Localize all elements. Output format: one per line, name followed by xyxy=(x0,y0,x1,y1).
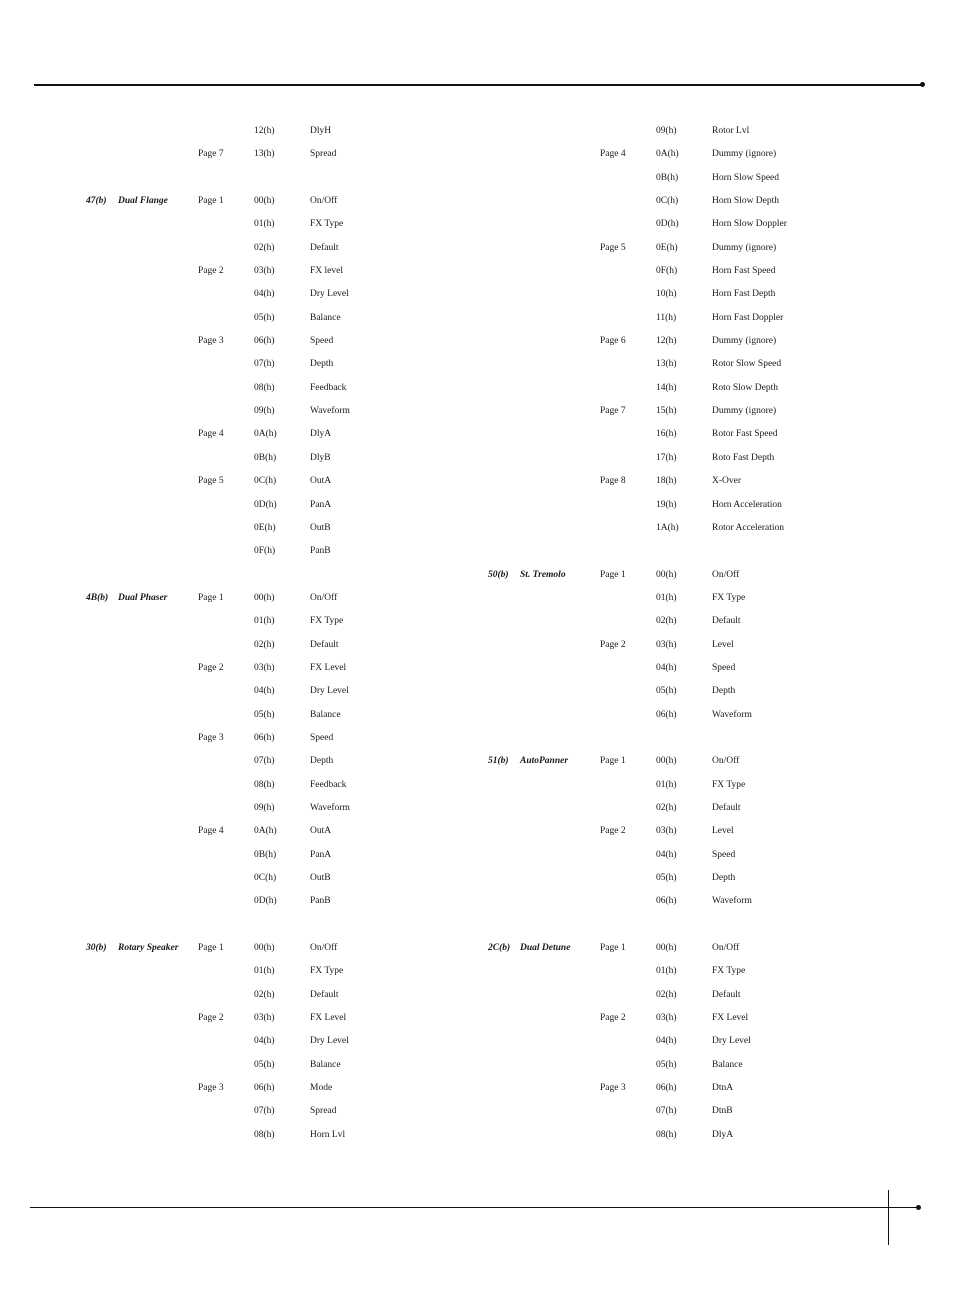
table-row xyxy=(0,423,420,446)
table-row xyxy=(402,120,822,143)
param-address: 00(h) xyxy=(254,196,275,207)
param-name: Roto Fast Depth xyxy=(712,452,775,463)
param-address: 04(h) xyxy=(254,289,275,300)
param-name: OutA xyxy=(310,826,332,837)
param-name: DlyA xyxy=(310,429,332,440)
table-row xyxy=(402,494,822,517)
page-label: Page 3 xyxy=(198,732,224,743)
table-row xyxy=(0,797,420,820)
table-row xyxy=(0,984,420,1007)
param-name: Speed xyxy=(712,849,736,860)
table-row xyxy=(402,774,822,797)
page-label: Page 1 xyxy=(198,943,224,954)
param-address: 05(h) xyxy=(656,873,677,883)
table-row xyxy=(402,984,822,1007)
param-name: Default xyxy=(712,802,741,813)
param-address: 00(h) xyxy=(656,756,677,767)
table-row xyxy=(402,540,822,563)
param-address: 06(h) xyxy=(656,709,677,720)
page-label: Page 1 xyxy=(198,592,224,603)
table-row xyxy=(0,587,420,610)
table-row xyxy=(0,330,420,353)
param-name: Balance xyxy=(310,312,341,323)
param-name: On/Off xyxy=(310,196,338,207)
page-label: Page 4 xyxy=(600,149,626,160)
effect-name: AutoPanner xyxy=(520,756,569,767)
param-name: OutA xyxy=(310,476,332,487)
param-name: Balance xyxy=(310,1059,341,1070)
param-address: 0A(h) xyxy=(656,149,679,160)
param-name: DlyB xyxy=(310,452,331,463)
table-row xyxy=(402,587,822,610)
table-row xyxy=(402,330,822,353)
param-address: 06(h) xyxy=(254,336,275,347)
param-name: Rotor Acceleration xyxy=(712,522,785,533)
param-name: PanA xyxy=(310,849,332,860)
param-address: 08(h) xyxy=(254,779,275,790)
param-address: 0F(h) xyxy=(254,546,276,557)
table-row xyxy=(402,423,822,446)
bottom-rule-dot xyxy=(916,1205,921,1210)
table-row xyxy=(402,820,822,843)
param-address: 00(h) xyxy=(656,943,677,954)
param-name: Depth xyxy=(712,873,736,883)
param-address: 08(h) xyxy=(254,1129,275,1140)
table-row xyxy=(0,237,420,260)
param-address: 06(h) xyxy=(656,1083,677,1094)
effect-code: 30(b) xyxy=(86,943,107,954)
param-address: 0F(h) xyxy=(656,266,678,277)
effect-code: 50(b) xyxy=(488,569,509,580)
page-label: Page 2 xyxy=(600,826,626,837)
effect-name: Dual Detune xyxy=(520,943,571,954)
param-name: Depth xyxy=(310,359,334,370)
table-row xyxy=(402,657,822,680)
table-row xyxy=(402,937,822,960)
table-row xyxy=(0,260,420,283)
table-row xyxy=(402,797,822,820)
table-row xyxy=(0,167,420,190)
table-row xyxy=(0,120,420,143)
param-address: 01(h) xyxy=(656,592,677,603)
table-row xyxy=(0,774,420,797)
param-address: 0C(h) xyxy=(656,196,679,207)
param-address: 05(h) xyxy=(656,1059,677,1070)
table-row xyxy=(402,353,822,376)
param-address: 00(h) xyxy=(254,592,275,603)
param-address: 05(h) xyxy=(254,312,275,323)
page-label: Page 5 xyxy=(198,476,224,487)
table-row xyxy=(402,1100,822,1123)
param-address: 18(h) xyxy=(656,476,677,487)
param-address: 03(h) xyxy=(254,662,275,673)
param-name: DlyH xyxy=(310,126,332,136)
table-row xyxy=(402,610,822,633)
param-address: 03(h) xyxy=(254,1013,275,1024)
table-row xyxy=(402,914,822,937)
param-address: 02(h) xyxy=(254,639,275,650)
table-row xyxy=(0,353,420,376)
param-name: Rotor Slow Speed xyxy=(712,359,782,370)
table-row xyxy=(0,1124,420,1147)
param-address: 07(h) xyxy=(656,1106,677,1117)
param-name: Depth xyxy=(712,686,736,697)
param-name: Horn Slow Speed xyxy=(712,172,780,183)
param-address: 12(h) xyxy=(656,336,677,347)
table-row xyxy=(402,517,822,540)
param-name: Speed xyxy=(310,336,334,347)
table-row xyxy=(402,237,822,260)
param-name: Default xyxy=(310,989,339,1000)
table-row xyxy=(402,1007,822,1030)
param-address: 05(h) xyxy=(254,1059,275,1070)
effect-code: 2C(b) xyxy=(488,943,511,954)
param-name: Horn Fast Speed xyxy=(712,266,776,277)
param-address: 01(h) xyxy=(656,779,677,790)
param-address: 06(h) xyxy=(254,732,275,743)
param-address: 02(h) xyxy=(656,616,677,627)
param-name: Dry Level xyxy=(712,1036,751,1047)
param-name: FX Type xyxy=(310,966,344,977)
param-name: Horn Fast Doppler xyxy=(712,312,784,323)
param-address: 1A(h) xyxy=(656,522,679,533)
table-row xyxy=(0,540,420,563)
table-row xyxy=(0,190,420,213)
table-row xyxy=(0,517,420,540)
param-name: Dummy (ignore) xyxy=(712,242,777,253)
effect-name: Rotary Speaker xyxy=(118,943,179,954)
effect-name: Dual Flange xyxy=(118,196,168,207)
param-address: 16(h) xyxy=(656,429,677,440)
param-address: 0D(h) xyxy=(254,896,277,907)
param-address: 09(h) xyxy=(656,126,677,136)
param-address: 03(h) xyxy=(656,826,677,837)
page-label: Page 1 xyxy=(600,569,626,580)
param-name: DlyA xyxy=(712,1129,734,1140)
page-label: Page 2 xyxy=(198,266,224,277)
param-name: FX Type xyxy=(712,592,746,603)
param-name: Roto Slow Depth xyxy=(712,382,778,393)
param-address: 02(h) xyxy=(254,989,275,1000)
param-name: Horn Lvl xyxy=(310,1129,346,1140)
param-address: 0A(h) xyxy=(254,429,277,440)
top-rule xyxy=(34,84,922,86)
param-address: 14(h) xyxy=(656,382,677,393)
param-name: OutB xyxy=(310,522,331,533)
param-name: Spread xyxy=(310,149,337,160)
param-address: 0E(h) xyxy=(254,522,276,533)
page-label: Page 3 xyxy=(198,1083,224,1094)
table-row xyxy=(402,704,822,727)
param-address: 02(h) xyxy=(656,989,677,1000)
table-row xyxy=(0,564,420,587)
param-address: 02(h) xyxy=(254,242,275,253)
page-label: Page 6 xyxy=(600,336,626,347)
param-address: 10(h) xyxy=(656,289,677,300)
param-name: Horn Fast Depth xyxy=(712,289,776,300)
table-row xyxy=(402,143,822,166)
param-address: 15(h) xyxy=(656,406,677,417)
param-name: Spread xyxy=(310,1106,337,1117)
table-row xyxy=(402,1124,822,1147)
param-address: 0A(h) xyxy=(254,826,277,837)
page-label: Page 2 xyxy=(198,1013,224,1024)
param-address: 11(h) xyxy=(656,312,677,323)
param-address: 0D(h) xyxy=(656,219,679,230)
table-row xyxy=(402,283,822,306)
table-row xyxy=(0,820,420,843)
top-rule-dot xyxy=(920,82,925,87)
page-label: Page 7 xyxy=(600,406,626,417)
table-row xyxy=(402,213,822,236)
param-name: Dummy (ignore) xyxy=(712,149,777,160)
param-address: 03(h) xyxy=(656,1013,677,1024)
table-row xyxy=(402,844,822,867)
param-name: FX Type xyxy=(310,616,344,627)
param-address: 0B(h) xyxy=(254,849,277,860)
param-address: 00(h) xyxy=(656,569,677,580)
param-name: FX Level xyxy=(310,662,347,673)
table-row xyxy=(0,1100,420,1123)
param-address: 03(h) xyxy=(254,266,275,277)
param-name: Rotor Fast Speed xyxy=(712,429,778,440)
table-row xyxy=(402,1054,822,1077)
param-name: Mode xyxy=(310,1083,333,1094)
table-row xyxy=(402,1077,822,1100)
param-name: Dry Level xyxy=(310,686,349,697)
table-row xyxy=(0,914,420,937)
table-row xyxy=(0,634,420,657)
page-label: Page 3 xyxy=(600,1083,626,1094)
table-row xyxy=(0,937,420,960)
table-row xyxy=(402,680,822,703)
param-name: Waveform xyxy=(712,896,752,907)
param-name: Feedback xyxy=(310,382,347,393)
table-row xyxy=(0,960,420,983)
table-row xyxy=(0,1030,420,1053)
param-name: X-Over xyxy=(712,476,742,487)
table-row xyxy=(0,400,420,423)
page-label: Page 5 xyxy=(600,242,626,253)
param-address: 07(h) xyxy=(254,756,275,767)
table-row xyxy=(0,704,420,727)
param-name: Dummy (ignore) xyxy=(712,406,777,417)
param-name: On/Off xyxy=(712,943,740,954)
param-address: 17(h) xyxy=(656,452,677,463)
param-name: Waveform xyxy=(712,709,752,720)
param-name: On/Off xyxy=(712,569,740,580)
param-address: 06(h) xyxy=(254,1083,275,1094)
page-label: Page 2 xyxy=(198,662,224,673)
bottom-rule xyxy=(30,1207,918,1208)
table-row xyxy=(0,867,420,890)
table-row xyxy=(402,867,822,890)
param-address: 05(h) xyxy=(254,709,275,720)
param-name: PanA xyxy=(310,499,332,510)
param-address: 07(h) xyxy=(254,359,275,370)
param-address: 02(h) xyxy=(656,802,677,813)
param-name: Horn Slow Doppler xyxy=(712,219,787,230)
param-name: Level xyxy=(712,826,734,837)
table-row xyxy=(402,447,822,470)
param-name: FX Level xyxy=(712,1013,749,1024)
table-row xyxy=(402,470,822,493)
table-row xyxy=(402,377,822,400)
param-address: 13(h) xyxy=(254,149,275,160)
param-name: FX Type xyxy=(310,219,344,230)
table-row xyxy=(0,890,420,913)
table-row xyxy=(0,610,420,633)
param-name: Speed xyxy=(310,732,334,743)
effect-name: Dual Phaser xyxy=(118,592,168,603)
table-row xyxy=(0,377,420,400)
table-row xyxy=(402,750,822,773)
page-label: Page 2 xyxy=(600,639,626,650)
param-address: 0C(h) xyxy=(254,476,277,487)
param-address: 04(h) xyxy=(254,686,275,697)
param-address: 0D(h) xyxy=(254,499,277,510)
right-column xyxy=(402,120,822,1147)
param-name: Default xyxy=(310,639,339,650)
param-address: 09(h) xyxy=(254,406,275,417)
param-address: 12(h) xyxy=(254,126,275,136)
param-name: Depth xyxy=(310,756,334,767)
effect-code: 4B(b) xyxy=(86,592,109,603)
param-name: Level xyxy=(712,639,734,650)
effect-code: 47(b) xyxy=(86,196,107,207)
param-address: 06(h) xyxy=(656,896,677,907)
page-label: Page 2 xyxy=(600,1013,626,1024)
table-row xyxy=(402,167,822,190)
param-name: Dry Level xyxy=(310,1036,349,1047)
param-address: 0B(h) xyxy=(656,172,679,183)
page-label: Page 3 xyxy=(198,336,224,347)
param-name: Horn Slow Depth xyxy=(712,196,780,207)
param-name: Default xyxy=(310,242,339,253)
param-address: 01(h) xyxy=(254,219,275,230)
param-name: Speed xyxy=(712,662,736,673)
table-row xyxy=(402,400,822,423)
param-address: 05(h) xyxy=(656,686,677,697)
table-row xyxy=(0,727,420,750)
table-row xyxy=(0,680,420,703)
param-name: Balance xyxy=(310,709,341,720)
table-row xyxy=(402,307,822,330)
table-row xyxy=(0,750,420,773)
param-name: PanB xyxy=(310,896,331,907)
param-address: 01(h) xyxy=(254,616,275,627)
param-name: DtnA xyxy=(712,1083,734,1094)
param-name: Horn Acceleration xyxy=(712,499,782,510)
table-row xyxy=(402,1030,822,1053)
param-address: 04(h) xyxy=(656,849,677,860)
param-address: 09(h) xyxy=(254,802,275,813)
page-label: Page 7 xyxy=(198,149,224,160)
param-name: Waveform xyxy=(310,802,350,813)
page-label: Page 1 xyxy=(198,196,224,207)
param-name: Default xyxy=(712,616,741,627)
page-label: Page 1 xyxy=(600,943,626,954)
param-name: DtnB xyxy=(712,1106,733,1117)
table-row xyxy=(0,307,420,330)
param-name: Dry Level xyxy=(310,289,349,300)
param-name: On/Off xyxy=(310,592,338,603)
param-name: FX level xyxy=(310,266,343,277)
table-row xyxy=(0,470,420,493)
param-address: 04(h) xyxy=(656,1036,677,1047)
param-name: Balance xyxy=(712,1059,743,1070)
param-address: 08(h) xyxy=(254,382,275,393)
table-row xyxy=(0,494,420,517)
param-name: Feedback xyxy=(310,779,347,790)
param-address: 0E(h) xyxy=(656,242,678,253)
param-address: 01(h) xyxy=(656,966,677,977)
param-address: 04(h) xyxy=(254,1036,275,1047)
param-address: 08(h) xyxy=(656,1129,677,1140)
param-name: Rotor Lvl xyxy=(712,126,750,136)
param-address: 13(h) xyxy=(656,359,677,370)
param-address: 19(h) xyxy=(656,499,677,510)
table-row xyxy=(0,844,420,867)
table-row xyxy=(402,890,822,913)
page-label: Page 1 xyxy=(600,756,626,767)
param-name: Waveform xyxy=(310,406,350,417)
param-address: 0B(h) xyxy=(254,452,277,463)
param-name: On/Off xyxy=(310,943,338,954)
table-row xyxy=(0,657,420,680)
param-name: Default xyxy=(712,989,741,1000)
left-column xyxy=(0,120,420,1147)
param-name: Dummy (ignore) xyxy=(712,336,777,347)
param-address: 04(h) xyxy=(656,662,677,673)
table-row xyxy=(402,960,822,983)
table-row xyxy=(402,634,822,657)
param-name: FX Type xyxy=(712,966,746,977)
param-address: 03(h) xyxy=(656,639,677,650)
table-row xyxy=(0,143,420,166)
table-row xyxy=(402,260,822,283)
page-label: Page 8 xyxy=(600,476,626,487)
table-row xyxy=(402,727,822,750)
table-row xyxy=(0,1054,420,1077)
table-row xyxy=(0,1007,420,1030)
param-name: FX Level xyxy=(310,1013,347,1024)
param-name: On/Off xyxy=(712,756,740,767)
crop-mark-vertical xyxy=(888,1190,889,1245)
table-row xyxy=(0,283,420,306)
table-row xyxy=(0,213,420,236)
param-address: 00(h) xyxy=(254,943,275,954)
table-row xyxy=(0,1077,420,1100)
effect-code: 51(b) xyxy=(488,756,509,767)
param-address: 0C(h) xyxy=(254,873,277,883)
param-name: OutB xyxy=(310,873,331,883)
param-name: PanB xyxy=(310,546,331,557)
page-label: Page 4 xyxy=(198,429,224,440)
page-label: Page 4 xyxy=(198,826,224,837)
table-row xyxy=(402,564,822,587)
param-address: 01(h) xyxy=(254,966,275,977)
table-row xyxy=(402,190,822,213)
effect-name: St. Tremolo xyxy=(520,569,566,580)
param-address: 07(h) xyxy=(254,1106,275,1117)
table-row xyxy=(0,447,420,470)
param-name: FX Type xyxy=(712,779,746,790)
